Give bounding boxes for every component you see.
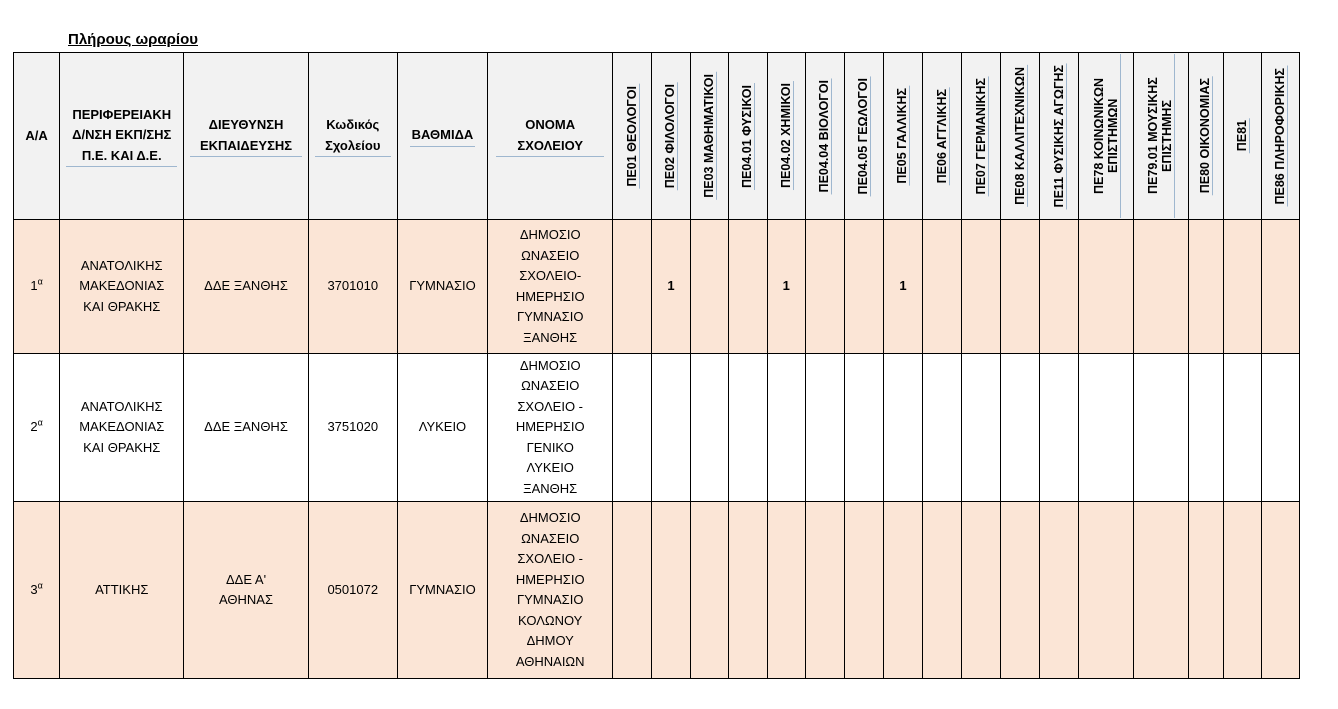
- cell-specialty-count: [1079, 354, 1134, 502]
- cell-specialty-count: [613, 502, 652, 679]
- col-header-specialty: ΠΕ81: [1223, 53, 1261, 220]
- cell-specialty-count: [1001, 502, 1040, 679]
- cell-specialty-count: [883, 354, 922, 502]
- cell-specialty-count: [922, 502, 961, 679]
- cell-specialty-count: [1134, 502, 1188, 679]
- cell-specialty-count: [690, 220, 728, 354]
- cell-specialty-count: [613, 220, 652, 354]
- cell-specialty-count: [1001, 220, 1040, 354]
- cell-specialty-count: [1188, 502, 1223, 679]
- cell-specialty-count: [805, 502, 844, 679]
- cell-school-name: ΔΗΜΟΣΙΟ ΩΝΑΣΕΙΟ ΣΧΟΛΕΙΟ - ΗΜΕΡΗΣΙΟ ΓΥΜΝΑΣΙΟ ΚΟΛΩΝΟΥ ΔΗΜΟΥ ΑΘΗΝΑΙΩΝ: [488, 502, 613, 679]
- cell-specialty-count: [805, 220, 844, 354]
- col-header-specialty: ΠΕ07 ΓΕΡΜΑΝΙΚΗΣ: [962, 53, 1001, 220]
- cell-specialty-count: [1040, 220, 1079, 354]
- cell-specialty-count: [652, 354, 690, 502]
- cell-directorate: ΔΔΕ Α' ΑΘΗΝΑΣ: [184, 502, 308, 679]
- col-header-specialty: ΠΕ79.01 ΜΟΥΣΙΚΗΣ ΕΠΙΣΤΗΜΗΣ: [1134, 53, 1188, 220]
- col-header-specialty: ΠΕ86 ΠΛΗΡΟΦΟΡΙΚΗΣ: [1261, 53, 1299, 220]
- cell-directorate: ΔΔΕ ΞΑΝΘΗΣ: [184, 354, 308, 502]
- cell-specialty-count: [1223, 220, 1261, 354]
- cell-specialty-count: [1223, 502, 1261, 679]
- cell-school-name: ΔΗΜΟΣΙΟ ΩΝΑΣΕΙΟ ΣΧΟΛΕΙΟ-ΗΜΕΡΗΣΙΟ ΓΥΜΝΑΣΙΟ ΞΑΝΘΗΣ: [488, 220, 613, 354]
- col-header-specialty: ΠΕ04.04 ΒΙΟΛΟΓΟΙ: [805, 53, 844, 220]
- table-row: [14, 502, 1300, 679]
- cell-specialty-count: [1223, 354, 1261, 502]
- header-row: [14, 53, 1300, 220]
- col-header-directorate: ΔΙΕΥΘΥΝΣΗ ΕΚΠΑΙΔΕΥΣΗΣ: [184, 53, 308, 220]
- cell-specialty-count: [1040, 354, 1079, 502]
- cell-specialty-count: [613, 354, 652, 502]
- document-title: Πλήρους ωραρίου: [68, 31, 198, 48]
- row-number: $1^\alpha$: [14, 220, 60, 354]
- cell-specialty-count: [1134, 220, 1188, 354]
- cell-specialty-count: [1261, 220, 1299, 354]
- cell-level: ΓΥΜΝΑΣΙΟ: [397, 502, 487, 679]
- cell-specialty-count: [652, 502, 690, 679]
- cell-specialty-count: [1079, 220, 1134, 354]
- cell-specialty-count: [922, 220, 961, 354]
- cell-specialty-count: [690, 354, 728, 502]
- cell-specialty-count: [1188, 220, 1223, 354]
- col-header-specialty: ΠΕ80 ΟΙΚΟΝΟΜΙΑΣ: [1188, 53, 1223, 220]
- cell-specialty-count: [728, 354, 767, 502]
- cell-region: ΑΤΤΙΚΗΣ: [60, 502, 184, 679]
- col-header-school-name: ΟΝΟΜΑ ΣΧΟΛΕΙΟΥ: [488, 53, 613, 220]
- cell-specialty-count: [1134, 354, 1188, 502]
- cell-region: ΑΝΑΤΟΛΙΚΗΣ ΜΑΚΕΔΟΝΙΑΣ ΚΑΙ ΘΡΑΚΗΣ: [60, 220, 184, 354]
- cell-specialty-count: [728, 220, 767, 354]
- table-row: [14, 220, 1300, 354]
- cell-specialty-count: [1001, 354, 1040, 502]
- col-header-specialty: ΠΕ05 ΓΑΛΛΙΚΗΣ: [883, 53, 922, 220]
- row-number: $2^\alpha$: [14, 354, 60, 502]
- cell-specialty-count: [962, 502, 1001, 679]
- cell-specialty-count: [962, 220, 1001, 354]
- schools-table: [13, 52, 1300, 679]
- cell-specialty-count: [690, 502, 728, 679]
- col-header-level: ΒΑΘΜΙΔΑ: [397, 53, 487, 220]
- col-header-specialty: ΠΕ01 ΘΕΟΛΟΓΟΙ: [613, 53, 652, 220]
- cell-specialty-count: [805, 354, 844, 502]
- cell-specialty-count: 1: [767, 220, 805, 354]
- table-body: [14, 220, 1300, 679]
- col-header-aa: Α/Α: [14, 53, 60, 220]
- cell-specialty-count: [883, 502, 922, 679]
- cell-specialty-count: [767, 502, 805, 679]
- col-header-specialty: ΠΕ11 ΦΥΣΙΚΗΣ ΑΓΩΓΗΣ: [1040, 53, 1079, 220]
- cell-specialty-count: [922, 354, 961, 502]
- col-header-specialty: ΠΕ03 ΜΑΘΗΜΑΤΙΚΟΙ: [690, 53, 728, 220]
- cell-directorate: ΔΔΕ ΞΑΝΘΗΣ: [184, 220, 308, 354]
- col-header-specialty: ΠΕ04.02 ΧΗΜΙΚΟΙ: [767, 53, 805, 220]
- col-header-specialty: ΠΕ04.05 ΓΕΩΛΟΓΟΙ: [844, 53, 883, 220]
- cell-specialty-count: [962, 354, 1001, 502]
- row-number: $3^\alpha$: [14, 502, 60, 679]
- cell-specialty-count: [1261, 502, 1299, 679]
- cell-specialty-count: [1040, 502, 1079, 679]
- col-header-region: ΠΕΡΙΦΕΡΕΙΑΚΗ Δ/ΝΣΗ ΕΚΠ/ΣΗΣ Π.Ε. ΚΑΙ Δ.Ε.: [60, 53, 184, 220]
- col-header-specialty: ΠΕ04.01 ΦΥΣΙΚΟΙ: [728, 53, 767, 220]
- cell-specialty-count: 1: [883, 220, 922, 354]
- cell-school-code: 3751020: [308, 354, 397, 502]
- col-header-specialty: ΠΕ78 ΚΟΙΝΩΝΙΚΩΝ ΕΠΙΣΤΗΜΩΝ: [1079, 53, 1134, 220]
- cell-specialty-count: [844, 354, 883, 502]
- cell-specialty-count: [1261, 354, 1299, 502]
- col-header-specialty: ΠΕ06 ΑΓΓΛΙΚΗΣ: [922, 53, 961, 220]
- cell-specialty-count: [767, 354, 805, 502]
- cell-region: ΑΝΑΤΟΛΙΚΗΣ ΜΑΚΕΔΟΝΙΑΣ ΚΑΙ ΘΡΑΚΗΣ: [60, 354, 184, 502]
- cell-school-name: ΔΗΜΟΣΙΟ ΩΝΑΣΕΙΟ ΣΧΟΛΕΙΟ - ΗΜΕΡΗΣΙΟ ΓΕΝΙΚΟ ΛΥΚΕΙΟ ΞΑΝΘΗΣ: [488, 354, 613, 502]
- cell-level: ΛΥΚΕΙΟ: [397, 354, 487, 502]
- cell-level: ΓΥΜΝΑΣΙΟ: [397, 220, 487, 354]
- cell-specialty-count: [728, 502, 767, 679]
- table-row: [14, 354, 1300, 502]
- cell-specialty-count: 1: [652, 220, 690, 354]
- cell-specialty-count: [844, 502, 883, 679]
- col-header-specialty: ΠΕ02 ΦΙΛΟΛΟΓΟΙ: [652, 53, 690, 220]
- cell-specialty-count: [1188, 354, 1223, 502]
- cell-specialty-count: [1079, 502, 1134, 679]
- cell-school-code: 3701010: [308, 220, 397, 354]
- col-header-code: Κωδικός Σχολείου: [308, 53, 397, 220]
- cell-school-code: 0501072: [308, 502, 397, 679]
- col-header-specialty: ΠΕ08 ΚΑΛΛΙΤΕΧΝΙΚΩΝ: [1001, 53, 1040, 220]
- cell-specialty-count: [844, 220, 883, 354]
